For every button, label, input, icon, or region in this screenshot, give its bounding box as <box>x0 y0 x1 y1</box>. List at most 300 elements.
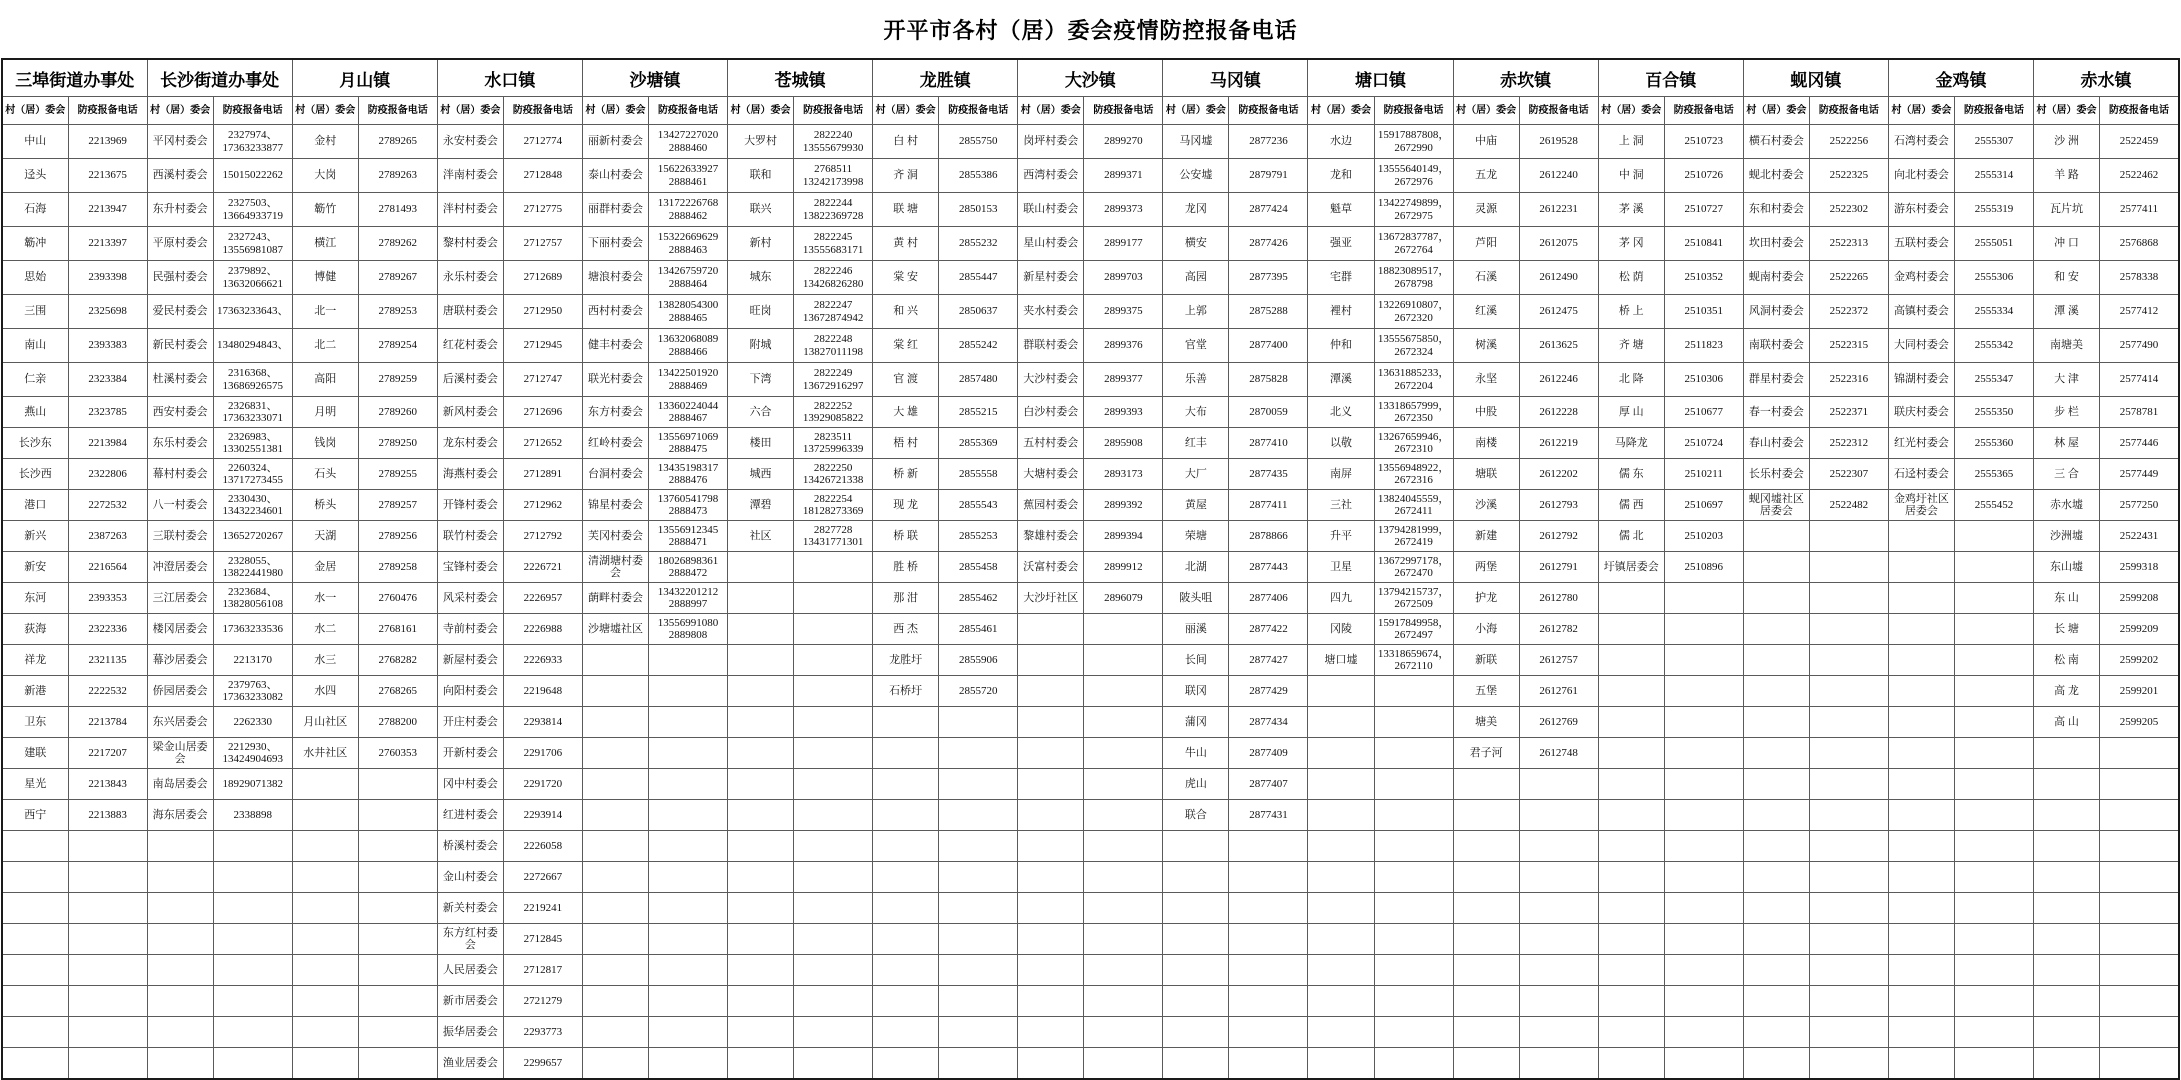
empty-cell <box>728 1048 794 1079</box>
empty-cell <box>1954 986 2033 1017</box>
phone-cell: 2855543 <box>939 490 1018 521</box>
phone-cell: 2895908 <box>1084 428 1163 459</box>
phone-cell: 13360224044 2888467 <box>648 397 727 428</box>
empty-cell <box>939 862 1018 893</box>
village-cell: 仲和 <box>1308 329 1374 363</box>
phone-cell: 2712792 <box>503 521 582 552</box>
village-cell: 乐善 <box>1163 363 1229 397</box>
phone-cell: 2822248 13827011198 <box>794 329 873 363</box>
phone-col-header: 防疫报备电话 <box>213 97 292 125</box>
village-cell: 小海 <box>1453 614 1519 645</box>
empty-cell <box>1229 924 1308 955</box>
phone-cell: 2712747 <box>503 363 582 397</box>
empty-cell <box>2 986 68 1017</box>
phone-cell: 2712950 <box>503 295 582 329</box>
village-cell: 月山社区 <box>292 707 358 738</box>
table-row <box>2 159 2179 193</box>
empty-cell <box>1809 800 1888 831</box>
phone-cell: 2893173 <box>1084 459 1163 490</box>
phone-cell: 2788200 <box>358 707 437 738</box>
phone-col-header: 防疫报备电话 <box>358 97 437 125</box>
empty-cell <box>1598 645 1664 676</box>
village-col-header: 村（居）委会 <box>873 97 939 125</box>
village-cell: 附城 <box>728 329 794 363</box>
village-cell: 海东居委会 <box>147 800 213 831</box>
village-cell: 大厂 <box>1163 459 1229 490</box>
empty-cell <box>648 707 727 738</box>
empty-cell <box>1743 521 1809 552</box>
village-cell: 高阳 <box>292 363 358 397</box>
village-cell: 石迳村委会 <box>1888 459 1954 490</box>
village-cell: 八一村委会 <box>147 490 213 521</box>
village-cell: 官 渡 <box>873 363 939 397</box>
village-cell: 健丰村委会 <box>582 329 648 363</box>
village-cell: 宝锋村委会 <box>437 552 503 583</box>
phone-cell: 2522431 <box>2100 521 2179 552</box>
village-cell: 升平 <box>1308 521 1374 552</box>
village-cell: 棠 安 <box>873 261 939 295</box>
phone-cell: 2510306 <box>1664 363 1743 397</box>
phone-cell: 2789256 <box>358 521 437 552</box>
village-cell: 新安 <box>2 552 68 583</box>
village-cell: 联 塘 <box>873 193 939 227</box>
empty-cell <box>1888 676 1954 707</box>
empty-cell <box>1308 707 1374 738</box>
village-cell: 石溪 <box>1453 261 1519 295</box>
village-cell: 南屏 <box>1308 459 1374 490</box>
phone-cell: 13828054300 2888465 <box>648 295 727 329</box>
empty-cell <box>68 1048 147 1079</box>
empty-cell <box>939 738 1018 769</box>
empty-cell <box>1519 893 1598 924</box>
phone-cell: 2576868 <box>2100 227 2179 261</box>
empty-cell <box>728 955 794 986</box>
phone-cell: 2577250 <box>2100 490 2179 521</box>
empty-cell <box>1308 769 1374 800</box>
empty-cell <box>1374 738 1453 769</box>
phone-cell: 2316368、13686926575 <box>213 363 292 397</box>
phone-cell: 2823511 13725996339 <box>794 428 873 459</box>
phone-cell: 2712689 <box>503 261 582 295</box>
empty-cell <box>1954 583 2033 614</box>
phone-cell: 2789263 <box>358 159 437 193</box>
empty-cell <box>1018 769 1084 800</box>
phone-cell: 2877427 <box>1229 645 1308 676</box>
empty-cell <box>1374 924 1453 955</box>
phone-cell: 2855750 <box>939 125 1018 159</box>
empty-cell <box>1809 583 1888 614</box>
town-header: 沙塘镇 <box>582 59 727 97</box>
phone-cell: 2226933 <box>503 645 582 676</box>
phone-cell: 2789265 <box>358 125 437 159</box>
village-cell: 西 杰 <box>873 614 939 645</box>
empty-cell <box>873 738 939 769</box>
village-cell: 魁草 <box>1308 193 1374 227</box>
empty-cell <box>582 955 648 986</box>
phone-col-header: 防疫报备电话 <box>1954 97 2033 125</box>
village-cell: 潭 溪 <box>2034 295 2100 329</box>
empty-cell <box>1229 862 1308 893</box>
village-cell: 杜溪村委会 <box>147 363 213 397</box>
village-cell: 祥龙 <box>2 645 68 676</box>
phone-cell: 2712945 <box>503 329 582 363</box>
village-col-header: 村（居）委会 <box>2034 97 2100 125</box>
town-header: 长沙街道办事处 <box>147 59 292 97</box>
phone-cell: 2577414 <box>2100 363 2179 397</box>
village-cell: 高镇村委会 <box>1888 295 1954 329</box>
empty-cell <box>1954 1017 2033 1048</box>
village-cell: 三围 <box>2 295 68 329</box>
empty-cell <box>1598 583 1664 614</box>
phone-cell: 2213947 <box>68 193 147 227</box>
empty-cell <box>2 831 68 862</box>
phone-cell: 2850153 <box>939 193 1018 227</box>
village-cell: 红进村委会 <box>437 800 503 831</box>
empty-cell <box>939 769 1018 800</box>
village-cell: 水二 <box>292 614 358 645</box>
phone-cell: 2522371 <box>1809 397 1888 428</box>
phone-col-header: 防疫报备电话 <box>503 97 582 125</box>
village-cell: 新兴 <box>2 521 68 552</box>
phone-cell: 2291706 <box>503 738 582 769</box>
phone-cell: 2899270 <box>1084 125 1163 159</box>
empty-cell <box>1374 707 1453 738</box>
empty-cell <box>1809 955 1888 986</box>
empty-cell <box>939 800 1018 831</box>
village-cell: 新村 <box>728 227 794 261</box>
empty-cell <box>1809 1048 1888 1079</box>
phone-cell: 2877411 <box>1229 490 1308 521</box>
empty-cell <box>2034 924 2100 955</box>
empty-cell <box>1018 893 1084 924</box>
column-header-row <box>2 97 2179 125</box>
empty-cell <box>648 986 727 1017</box>
village-cell: 白沙村委会 <box>1018 397 1084 428</box>
empty-cell <box>1519 769 1598 800</box>
village-cell: 塘美 <box>1453 707 1519 738</box>
empty-cell <box>358 769 437 800</box>
empty-cell <box>1809 769 1888 800</box>
phone-cell: 13226910807，2672320 <box>1374 295 1453 329</box>
phone-cell: 2226988 <box>503 614 582 645</box>
village-col-header: 村（居）委会 <box>437 97 503 125</box>
empty-cell <box>1743 552 1809 583</box>
village-cell: 坎田村委会 <box>1743 227 1809 261</box>
phone-cell: 2877395 <box>1229 261 1308 295</box>
empty-cell <box>582 645 648 676</box>
phone-cell: 2855253 <box>939 521 1018 552</box>
empty-cell <box>1664 800 1743 831</box>
village-cell: 新港 <box>2 676 68 707</box>
empty-cell <box>1743 769 1809 800</box>
village-cell: 簕竹 <box>292 193 358 227</box>
village-cell: 开庄村委会 <box>437 707 503 738</box>
empty-cell <box>1888 893 1954 924</box>
empty-cell <box>147 893 213 924</box>
empty-cell <box>292 831 358 862</box>
village-cell: 沃富村委会 <box>1018 552 1084 583</box>
village-cell: 博健 <box>292 261 358 295</box>
empty-cell <box>728 831 794 862</box>
empty-cell <box>1888 645 1954 676</box>
village-cell: 丽群村委会 <box>582 193 648 227</box>
village-cell: 人民居委会 <box>437 955 503 986</box>
empty-cell <box>2 955 68 986</box>
empty-cell <box>2034 986 2100 1017</box>
empty-cell <box>1084 738 1163 769</box>
empty-cell <box>1888 1048 1954 1079</box>
village-cell: 城西 <box>728 459 794 490</box>
phone-cell: 13556912345 2888471 <box>648 521 727 552</box>
phone-cell: 2522459 <box>2100 125 2179 159</box>
empty-cell <box>1519 1017 1598 1048</box>
village-col-header: 村（居）委会 <box>2 97 68 125</box>
village-cell: 石桥圩 <box>873 676 939 707</box>
village-cell: 岗坪村委会 <box>1018 125 1084 159</box>
village-cell: 水井社区 <box>292 738 358 769</box>
village-cell: 新建 <box>1453 521 1519 552</box>
empty-cell <box>2034 862 2100 893</box>
phone-cell: 2875828 <box>1229 363 1308 397</box>
empty-cell <box>582 1017 648 1048</box>
empty-cell <box>1743 707 1809 738</box>
village-cell: 月明 <box>292 397 358 428</box>
village-cell: 和 兴 <box>873 295 939 329</box>
phone-cell: 15917887808，2672990 <box>1374 125 1453 159</box>
empty-cell <box>1308 1017 1374 1048</box>
village-cell: 冈中村委会 <box>437 769 503 800</box>
empty-cell <box>213 1017 292 1048</box>
phone-cell: 2612792 <box>1519 521 1598 552</box>
phone-cell: 2510896 <box>1664 552 1743 583</box>
empty-cell <box>358 1048 437 1079</box>
empty-cell <box>1664 893 1743 924</box>
phone-cell: 15917849958，2672497 <box>1374 614 1453 645</box>
empty-cell <box>1229 893 1308 924</box>
empty-cell <box>648 893 727 924</box>
empty-cell <box>2100 1017 2179 1048</box>
phone-cell: 2612769 <box>1519 707 1598 738</box>
village-cell: 东兴居委会 <box>147 707 213 738</box>
village-cell: 中山 <box>2 125 68 159</box>
village-cell: 牛山 <box>1163 738 1229 769</box>
empty-cell <box>1743 955 1809 986</box>
phone-cell: 2875288 <box>1229 295 1308 329</box>
phone-cell: 2855215 <box>939 397 1018 428</box>
empty-cell <box>358 955 437 986</box>
empty-cell <box>1888 769 1954 800</box>
empty-cell <box>1519 831 1598 862</box>
village-cell: 龙冈 <box>1163 193 1229 227</box>
phone-cell: 2577490 <box>2100 329 2179 363</box>
empty-cell <box>358 893 437 924</box>
phone-cell: 2260324、13717273455 <box>213 459 292 490</box>
phone-cell: 2822247 13672874942 <box>794 295 873 329</box>
phone-table <box>1 58 2180 1080</box>
empty-cell <box>1743 1017 1809 1048</box>
phone-cell: 2577449 <box>2100 459 2179 490</box>
phone-cell: 2855462 <box>939 583 1018 614</box>
phone-cell: 2877407 <box>1229 769 1308 800</box>
phone-cell: 2578781 <box>2100 397 2179 428</box>
phone-cell: 2222532 <box>68 676 147 707</box>
village-cell: 林 屋 <box>2034 428 2100 459</box>
phone-cell: 2612231 <box>1519 193 1598 227</box>
table-row <box>2 552 2179 583</box>
phone-cell: 2877409 <box>1229 738 1308 769</box>
empty-cell <box>1664 1048 1743 1079</box>
empty-cell <box>582 893 648 924</box>
empty-cell <box>292 986 358 1017</box>
phone-cell: 13267659946，2672310 <box>1374 428 1453 459</box>
empty-cell <box>1018 831 1084 862</box>
village-cell: 步 栏 <box>2034 397 2100 428</box>
village-col-header: 村（居）委会 <box>1308 97 1374 125</box>
empty-cell <box>1308 1048 1374 1079</box>
phone-cell: 2781493 <box>358 193 437 227</box>
phone-cell: 2822246 13426826280 <box>794 261 873 295</box>
phone-cell: 15622633927 2888461 <box>648 159 727 193</box>
empty-cell <box>1809 521 1888 552</box>
village-cell: 蒲冈 <box>1163 707 1229 738</box>
empty-cell <box>648 645 727 676</box>
village-cell: 中股 <box>1453 397 1519 428</box>
village-cell: 大 津 <box>2034 363 2100 397</box>
empty-cell <box>1809 738 1888 769</box>
village-cell: 裡村 <box>1308 295 1374 329</box>
village-cell: 厚 山 <box>1598 397 1664 428</box>
table-row <box>2 329 2179 363</box>
village-cell: 北二 <box>292 329 358 363</box>
village-cell: 钱岗 <box>292 428 358 459</box>
phone-cell: 2877236 <box>1229 125 1308 159</box>
table-row <box>2 955 2179 986</box>
phone-col-header: 防疫报备电话 <box>68 97 147 125</box>
village-cell: 后溪村委会 <box>437 363 503 397</box>
empty-cell <box>1743 924 1809 955</box>
table-row <box>2 924 2179 955</box>
phone-col-header: 防疫报备电话 <box>939 97 1018 125</box>
village-cell: 泮村村委会 <box>437 193 503 227</box>
empty-cell <box>147 986 213 1017</box>
empty-cell <box>1954 738 2033 769</box>
empty-cell <box>728 583 794 614</box>
phone-cell: 13652720267 <box>213 521 292 552</box>
empty-cell <box>1809 552 1888 583</box>
phone-cell: 2822250 13426721338 <box>794 459 873 490</box>
phone-cell: 2213883 <box>68 800 147 831</box>
phone-cell: 2577446 <box>2100 428 2179 459</box>
phone-cell: 2555452 <box>1954 490 2033 521</box>
empty-cell <box>1888 924 1954 955</box>
phone-cell: 2522315 <box>1809 329 1888 363</box>
empty-cell <box>292 1048 358 1079</box>
village-cell: 联合 <box>1163 800 1229 831</box>
empty-cell <box>1954 831 2033 862</box>
empty-cell <box>1664 986 1743 1017</box>
empty-cell <box>358 800 437 831</box>
empty-cell <box>1018 1048 1084 1079</box>
empty-cell <box>1308 738 1374 769</box>
empty-cell <box>728 862 794 893</box>
phone-cell: 2322336 <box>68 614 147 645</box>
village-cell: 儒 西 <box>1598 490 1664 521</box>
empty-cell <box>1888 583 1954 614</box>
phone-cell: 2522313 <box>1809 227 1888 261</box>
village-cell: 长乐村委会 <box>1743 459 1809 490</box>
phone-cell: 2379763、17363233082 <box>213 676 292 707</box>
village-cell: 荣塘 <box>1163 521 1229 552</box>
village-cell: 星光 <box>2 769 68 800</box>
phone-cell: 13422749899，2672975 <box>1374 193 1453 227</box>
table-row <box>2 490 2179 521</box>
empty-cell <box>728 738 794 769</box>
empty-cell <box>1664 831 1743 862</box>
empty-cell <box>648 955 727 986</box>
town-header: 苍城镇 <box>728 59 873 97</box>
village-cell: 君子河 <box>1453 738 1519 769</box>
phone-cell: 13794215737，2672509 <box>1374 583 1453 614</box>
empty-cell <box>939 955 1018 986</box>
empty-cell <box>1888 862 1954 893</box>
empty-cell <box>1743 583 1809 614</box>
phone-cell: 13672997178，2672470 <box>1374 552 1453 583</box>
phone-cell: 2522482 <box>1809 490 1888 521</box>
phone-cell: 2387263 <box>68 521 147 552</box>
village-cell: 社区 <box>728 521 794 552</box>
phone-col-header: 防疫报备电话 <box>1519 97 1598 125</box>
empty-cell <box>68 924 147 955</box>
empty-cell <box>1084 986 1163 1017</box>
village-cell: 清湖塘村委会 <box>582 552 648 583</box>
phone-cell: 2857480 <box>939 363 1018 397</box>
village-cell: 南山 <box>2 329 68 363</box>
village-cell: 蚬北村委会 <box>1743 159 1809 193</box>
empty-cell <box>1308 955 1374 986</box>
phone-cell: 2599205 <box>2100 707 2179 738</box>
empty-cell <box>1954 676 2033 707</box>
empty-cell <box>873 800 939 831</box>
empty-cell <box>1598 614 1664 645</box>
phone-col-header: 防疫报备电话 <box>1229 97 1308 125</box>
village-cell: 塘联 <box>1453 459 1519 490</box>
phone-cell: 18026898361 2888472 <box>648 552 727 583</box>
empty-cell <box>1453 769 1519 800</box>
empty-cell <box>213 1048 292 1079</box>
empty-cell <box>1084 800 1163 831</box>
phone-cell: 2393353 <box>68 583 147 614</box>
village-cell: 开锋村委会 <box>437 490 503 521</box>
empty-cell <box>1519 862 1598 893</box>
phone-cell: 2612791 <box>1519 552 1598 583</box>
table-row <box>2 363 2179 397</box>
village-cell: 锦湖村委会 <box>1888 363 1954 397</box>
village-cell: 燕山 <box>2 397 68 428</box>
village-cell: 高 龙 <box>2034 676 2100 707</box>
phone-col-header: 防疫报备电话 <box>794 97 873 125</box>
phone-cell: 2577411 <box>2100 193 2179 227</box>
empty-cell <box>873 1048 939 1079</box>
empty-cell <box>1308 893 1374 924</box>
phone-cell: 2522462 <box>2100 159 2179 193</box>
empty-cell <box>939 1048 1018 1079</box>
village-cell: 丽新村委会 <box>582 125 648 159</box>
phone-cell: 2789259 <box>358 363 437 397</box>
phone-cell: 2712891 <box>503 459 582 490</box>
village-cell: 风采村委会 <box>437 583 503 614</box>
village-cell: 红花村委会 <box>437 329 503 363</box>
village-cell: 城东 <box>728 261 794 295</box>
